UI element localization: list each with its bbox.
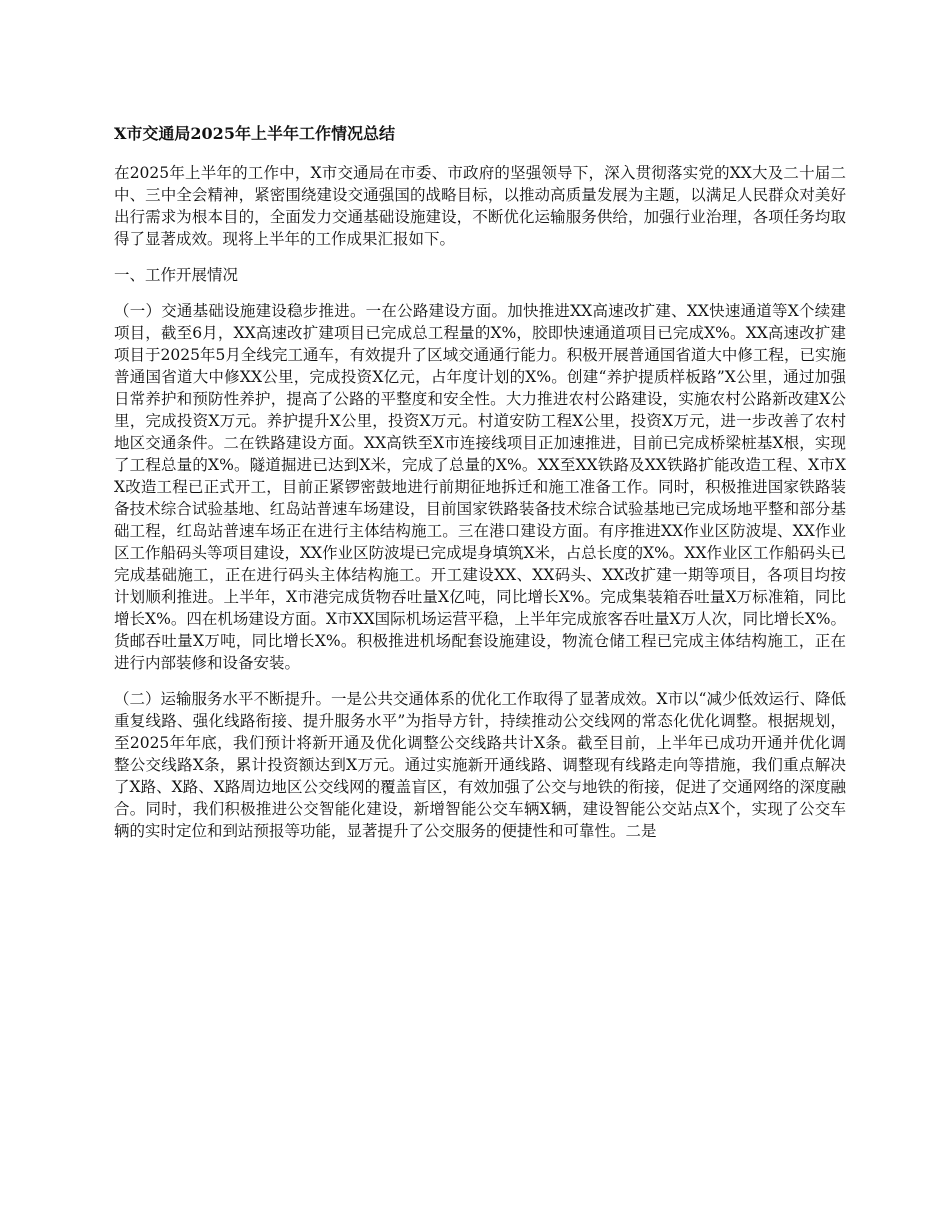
intro-paragraph: 在2025年上半年的工作中，X市交通局在市委、市政府的坚强领导下，深入贯彻落实党的XX大及二十届二中、三中全会精神，紧密围绕建设交通强国的战略目标，以推动高质量发展为主题，以满足人民群众对美好出行需求为根本目的，全面发力交通基础设施建设，不断优化运输服务供给，加强行业治理，各项任务均取得了显著成效。现将上半年的工作成果汇报如下。 xyxy=(114,164,846,248)
transport-service-paragraph: （二）运输服务水平不断提升。一是公共交通体系的优化工作取得了显著成效。X市以“减少低效运行、降低重复线路、强化线路衔接、提升服务水平”为指导方针，持续推动公交线网的常态化优化调整。根据规划，至2025年年底，我们预计将新开通及优化调整公交线路共计X条。截至目前，上半年已成功开通并优化调整公交线路X条，累计投资额达到X万元。通过实施新开通线路、调整现有线路走向等措施，我们重点解决了X路、X路、X路周边地区公交线网的覆盖盲区，有效加强了公交与地铁的衔接，促进了交通网络的深度融合。同时，我们积极推进公交智能化建设，新增智能公交车辆X辆，建设智能公交站点X个，实现了公交车辆的实时定位和到站预报等功能，显著提升了公交服务的便捷性和可靠性。二是 xyxy=(114,690,846,840)
document-title: X市交通局2025年上半年工作情况总结 xyxy=(114,124,395,143)
infrastructure-paragraph: （一）交通基础设施建设稳步推进。一在公路建设方面。加快推进XX高速改扩建、XX快速通道等X个续建项目，截至6月，XX高速改扩建项目已完成总工程量的X%，胶即快速通道项目已完成X%。XX高速改扩建项目于2025年5月全线完工通车，有效提升了区域交通通行能力。积极开展普通国省道大中修工程，已实施普通国省道大中修XX公里，完成投资X亿元，占年度计划的X%。创建“养护提质样板路”X公里，通过加强日常养护和预防性养护，提高了公路的平整度和安全性。大力推进农村公路建设，实施农村公路新改建X公里，完成投资X万元。养护提升X公里，投资X万元。村道安防工程X公里，投资X万元，进一步改善了农村地区交通条件。二在铁路建设方面。XX高铁至X市连接线项目正加速推进，目前已完成桥梁桩基X根，实现了工程总量的X%。隧道掘进已达到X米，完成了总量的X%。XX至XX铁路及XX铁路扩能改造工程、X市XX改造工程已正式开工，目前正紧锣密鼓地进行前期征地拆迁和施工准备工作。同时，积极推进国家铁路装备技术综合试验基地、红岛站普速车场建设，目前国家铁路装备技术综合试验基地已完成场地平整和部分基础工程，红岛站普速车场正在进行主体结构施工。三在港口建设方面。有序推进XX作业区防波堤、XX作业区工作船码头等项目建设，XX作业区防波堤已完成堤身填筑X米，占总长度的X%。XX作业区工作船码头已完成基础施工，正在进行码头主体结构施工。开工建设XX、XX码头、XX改扩建一期等项目，各项目均按计划顺利推进。上半年，X市港完成货物吞吐量X亿吨，同比增长X%。完成集装箱吞吐量X万标准箱，同比增长X%。四在机场建设方面。X市XX国际机场运营平稳，上半年完成旅客吞吐量X万人次，同比增长X%。货邮吞吐量X万吨，同比增长X%。积极推进机场配套设施建设，物流仓储工程已完成主体结构施工，正在进行内部装修和设备安装。 xyxy=(114,302,846,672)
document-page xyxy=(114,122,846,856)
section-heading: 一、工作开展情况 xyxy=(114,266,239,284)
